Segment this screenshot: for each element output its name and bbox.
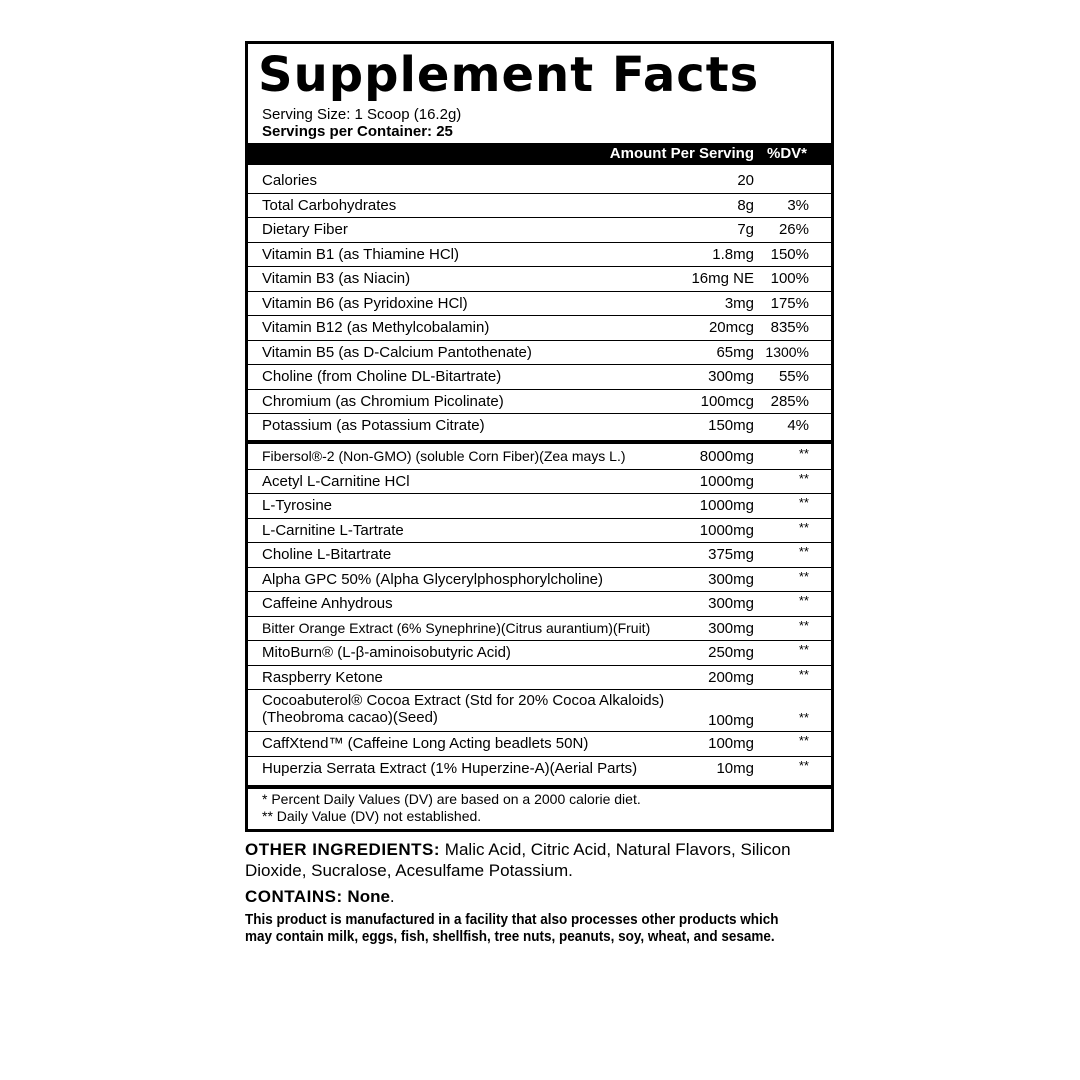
row-name: Calories bbox=[262, 172, 318, 189]
row-amount: 8000mg bbox=[699, 448, 754, 465]
contains-label: CONTAINS: bbox=[245, 887, 343, 906]
row-name: Bitter Orange Extract (6% Synephrine)(Citrus aurantium)(Fruit) bbox=[262, 619, 651, 636]
row-dv: ** bbox=[798, 733, 809, 748]
row-amount: 150mg bbox=[708, 417, 754, 434]
contains-value: None bbox=[347, 887, 390, 906]
row-name: Potassium (as Potassium Citrate) bbox=[262, 417, 485, 434]
row-dv: 150% bbox=[770, 245, 809, 263]
row-name: CaffXtend™ (Caffeine Long Acting beadlets 50N) bbox=[262, 735, 589, 752]
row-dv: 1300% bbox=[765, 343, 809, 360]
row-dv: ** bbox=[798, 757, 809, 773]
table-row bbox=[248, 267, 831, 292]
row-name: Raspberry Ketone bbox=[262, 668, 383, 686]
table-row bbox=[248, 690, 831, 732]
table-row bbox=[248, 543, 831, 568]
row-name: MitoBurn® (L-β-aminoisobutyric Acid) bbox=[262, 644, 511, 661]
row-name: Total Carbohydrates bbox=[262, 196, 397, 214]
row-dv: ** bbox=[798, 666, 809, 682]
row-amount: 16mg NE bbox=[691, 270, 754, 287]
row-dv: ** bbox=[798, 617, 809, 633]
table-row bbox=[248, 519, 831, 544]
row-name: Alpha GPC 50% (Alpha Glycerylphosphorylcholine) bbox=[262, 570, 604, 588]
row-dv: 100% bbox=[770, 270, 809, 287]
row-amount: 3mg bbox=[724, 294, 754, 312]
table-row bbox=[248, 757, 831, 782]
row-name: Choline (from Choline DL-Bitartrate) bbox=[262, 368, 502, 385]
table-row bbox=[248, 218, 831, 243]
facility-statement: This product is manufactured in a facility that also processes other products which may contain milk, eggs, fish, shellfish, tree nuts, peanuts, soy, wheat, and sesame. bbox=[245, 912, 779, 945]
row-dv: 55% bbox=[778, 368, 809, 385]
table-row bbox=[248, 194, 831, 219]
table-row bbox=[248, 316, 831, 341]
table-row bbox=[248, 292, 831, 317]
table-row bbox=[248, 243, 831, 268]
row-name: Cocoabuterol® Cocoa Extract (Std for 20% Cocoa Alkaloids)(Theobroma cacao)(Seed) bbox=[262, 692, 665, 726]
row-name: Vitamin B6 (as Pyridoxine HCl) bbox=[262, 294, 468, 312]
row-name: Caffeine Anhydrous bbox=[262, 595, 393, 612]
table-row bbox=[248, 666, 831, 691]
table-row bbox=[248, 494, 831, 519]
row-name: Vitamin B3 (as Niacin) bbox=[262, 270, 411, 287]
row-dv: ** bbox=[798, 446, 809, 461]
servings-per-container: Servings per Container: 25 bbox=[262, 123, 453, 140]
other-ingredients-label: OTHER INGREDIENTS: bbox=[245, 840, 441, 859]
panel-title: Supplement Facts bbox=[258, 47, 760, 103]
row-amount: 200mg bbox=[708, 668, 754, 686]
contains-suffix: . bbox=[389, 887, 395, 906]
table-row bbox=[248, 365, 831, 390]
row-dv: ** bbox=[798, 710, 809, 725]
row-name: Huperzia Serrata Extract (1% Huperzine-A)(Aerial Parts) bbox=[262, 759, 638, 777]
table-row bbox=[248, 470, 831, 495]
row-dv: ** bbox=[798, 544, 809, 559]
row-dv: ** bbox=[798, 568, 809, 584]
row-amount: 300mg bbox=[708, 368, 754, 385]
row-dv: 175% bbox=[770, 294, 809, 312]
row-amount: 1000mg bbox=[699, 472, 754, 490]
row-amount: 8g bbox=[737, 196, 754, 214]
dv-header: %DV* bbox=[766, 145, 807, 162]
row-dv: 835% bbox=[770, 319, 809, 336]
row-amount: 20mcg bbox=[708, 319, 754, 336]
table-row bbox=[248, 617, 831, 642]
row-dv: ** bbox=[798, 470, 809, 486]
row-name: L-Carnitine L-Tartrate bbox=[262, 521, 404, 539]
row-amount: 1.8mg bbox=[712, 245, 754, 263]
row-amount: 1000mg bbox=[699, 521, 754, 539]
row-name: Dietary Fiber bbox=[262, 221, 348, 238]
row-name: Choline L-Bitartrate bbox=[262, 546, 392, 563]
table-row bbox=[248, 445, 831, 470]
row-amount: 7g bbox=[737, 221, 754, 238]
row-name: Vitamin B1 (as Thiamine HCl) bbox=[262, 245, 460, 263]
amount-per-serving-header: Amount Per Serving bbox=[609, 145, 754, 162]
other-ingredients-text: Malic Acid, Citric Acid, Natural Flavors, Silicon Dioxide, Sucralose, Acesulfame Potassium. bbox=[245, 840, 791, 880]
blend-table bbox=[248, 445, 831, 781]
row-dv: ** bbox=[798, 593, 809, 608]
row-name: Vitamin B5 (as D-Calcium Pantothenate) bbox=[262, 343, 532, 361]
footnote-divider bbox=[248, 785, 831, 789]
row-dv: 3% bbox=[787, 196, 809, 214]
serving-size: Serving Size: 1 Scoop (16.2g) bbox=[262, 106, 462, 123]
nutrient-table bbox=[248, 169, 831, 439]
table-row bbox=[248, 641, 831, 666]
row-dv: 285% bbox=[770, 392, 809, 410]
table-row bbox=[248, 169, 831, 194]
contains-statement bbox=[245, 886, 395, 907]
table-row bbox=[248, 568, 831, 593]
row-amount: 100mg bbox=[708, 712, 754, 729]
row-dv: 4% bbox=[787, 417, 809, 434]
table-row bbox=[248, 592, 831, 617]
row-amount: 10mg bbox=[716, 759, 754, 777]
row-dv: 26% bbox=[778, 221, 809, 238]
dv-footnote: * Percent Daily Values (DV) are based on a 2000 calorie diet. bbox=[262, 791, 641, 807]
row-amount: 375mg bbox=[708, 546, 754, 563]
row-name: Acetyl L-Carnitine HCl bbox=[262, 472, 410, 490]
row-amount: 300mg bbox=[708, 595, 754, 612]
table-row bbox=[248, 414, 831, 439]
row-dv: ** bbox=[798, 495, 809, 510]
other-ingredients bbox=[245, 839, 830, 881]
section-divider bbox=[248, 440, 831, 444]
row-amount: 65mg bbox=[716, 343, 754, 361]
row-name: L-Tyrosine bbox=[262, 497, 333, 514]
row-dv: ** bbox=[798, 642, 809, 657]
table-row bbox=[248, 390, 831, 415]
supplement-facts-panel bbox=[245, 41, 834, 832]
row-name: Fibersol®-2 (Non-GMO) (soluble Corn Fiber)(Zea mays L.) bbox=[262, 448, 626, 464]
row-amount: 1000mg bbox=[699, 497, 754, 514]
amount-header-bar bbox=[248, 143, 831, 165]
row-name: Vitamin B12 (as Methylcobalamin) bbox=[262, 319, 490, 336]
table-row bbox=[248, 732, 831, 757]
row-amount: 300mg bbox=[708, 619, 754, 637]
row-dv: ** bbox=[798, 519, 809, 535]
row-name: Chromium (as Chromium Picolinate) bbox=[262, 392, 504, 410]
row-amount: 250mg bbox=[708, 644, 754, 661]
not-established-footnote: ** Daily Value (DV) not established. bbox=[262, 808, 482, 824]
table-row bbox=[248, 341, 831, 366]
row-amount: 100mg bbox=[708, 735, 754, 752]
row-amount: 300mg bbox=[708, 570, 754, 588]
row-amount: 100mcg bbox=[700, 392, 754, 410]
row-amount: 20 bbox=[737, 172, 754, 189]
